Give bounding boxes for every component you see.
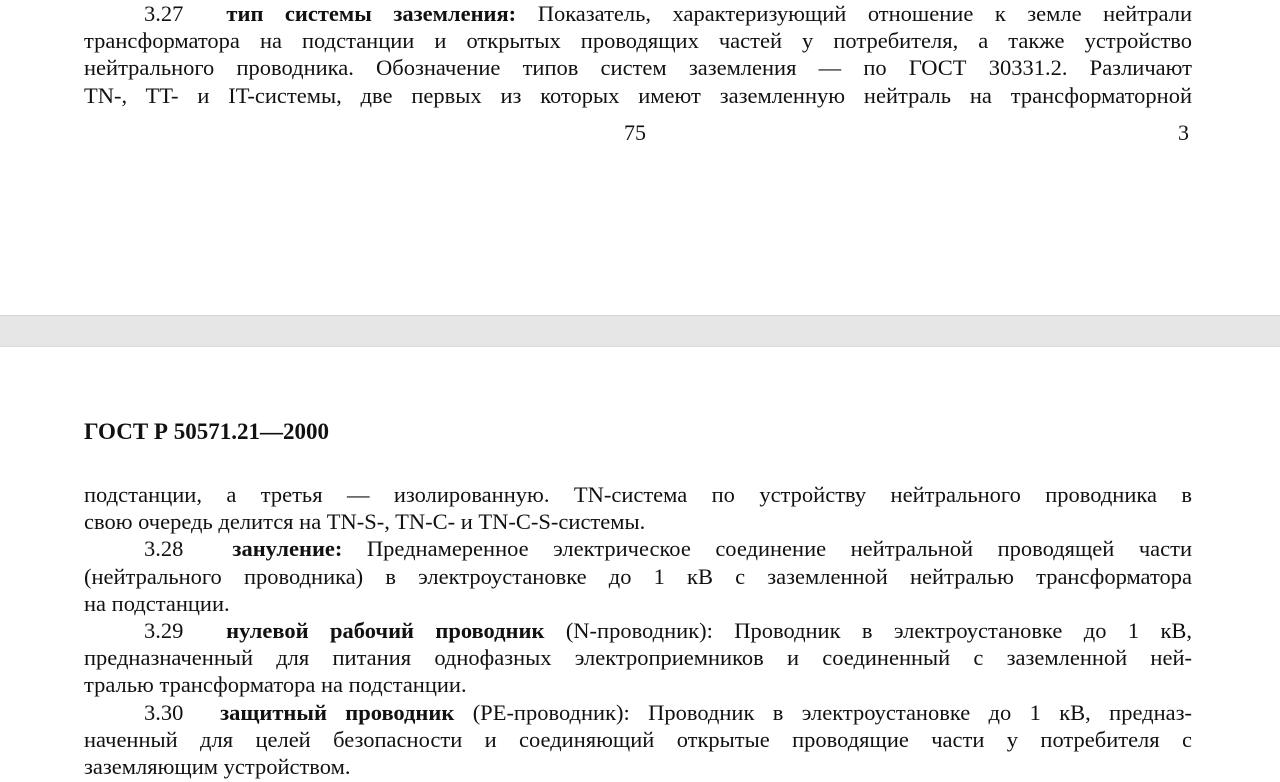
page-number-center: 75 — [624, 120, 646, 145]
clause-3-30-line-2: наченный для целей безопасности и соединяющий открытые проводящие части у потребителя с — [84, 726, 1192, 752]
clause-term: зануление: — [232, 536, 343, 562]
clause-term: защитный проводник — [220, 699, 455, 725]
clause-number: 3.28 — [144, 536, 184, 562]
clause-number: 3.27 — [144, 1, 184, 26]
clause-3-27-line-1 — [84, 0, 1192, 27]
clause-term: тип системы заземления: — [226, 1, 517, 26]
clause-number: 3.30 — [144, 699, 184, 725]
clause-text: Преднамеренное электрическое соединение нейтральной проводящей части — [366, 536, 1193, 562]
clause-3-29-line-2: предназначенный для питания однофазных электроприемников и соединенный с заземленной ней- — [84, 645, 1192, 671]
page-separator — [0, 315, 1280, 347]
continuation-line-2: свою очередь делится на TN-S-, TN-C- и TN-C-S-системы. — [84, 509, 646, 535]
clause-text: (N-проводник): Проводник в электроустановке до 1 кВ, — [565, 617, 1193, 643]
clause-3-27-line-4: TN-, TT- и IT-системы, две первых из которых имеют заземленную нейтраль на трансформаторной — [84, 82, 1192, 108]
clause-3-29-line-1 — [84, 617, 1192, 644]
clause-3-27 — [84, 0, 1192, 109]
clause-text: (PE-проводник): Проводник в электроустановке до 1 кВ, предназ- — [472, 699, 1193, 725]
clause-3-28-line-2: (нейтрального проводника) в электроустановке до 1 кВ с заземленной нейтралью трансформатора — [84, 563, 1192, 589]
clause-3-28-line-1 — [84, 535, 1192, 562]
clause-number: 3.29 — [144, 617, 184, 643]
continuation-line-1: подстанции, а третья — изолированную. TN-система по устройству нейтрального проводника в — [84, 482, 1192, 507]
clause-3-30-line-1 — [84, 699, 1192, 726]
clause-3-27-line-3: нейтрального проводника. Обозначение типов систем заземления — по ГОСТ 30331.2. Различают — [84, 55, 1192, 81]
page-top — [0, 0, 1280, 315]
clause-3-29-line-3: тралью трансформатора на подстанции. — [84, 672, 467, 698]
document-header: ГОСТ Р 50571.21—2000 — [84, 419, 329, 444]
clause-3-27-line-2: трансформатора на подстанции и открытых проводящих частей у потребителя, а также устройство — [84, 28, 1192, 54]
clause-3-28-line-3: на подстанции. — [84, 590, 230, 616]
page-bottom — [0, 347, 1280, 782]
page-body — [84, 481, 1192, 780]
page-number-right: 3 — [1178, 120, 1189, 145]
clause-3-30-line-3: заземляющим устройством. — [84, 753, 351, 779]
clause-text: Показатель, характеризующий отношение к земле нейтрали — [537, 1, 1193, 26]
clause-term: нулевой рабочий проводник — [226, 617, 545, 643]
